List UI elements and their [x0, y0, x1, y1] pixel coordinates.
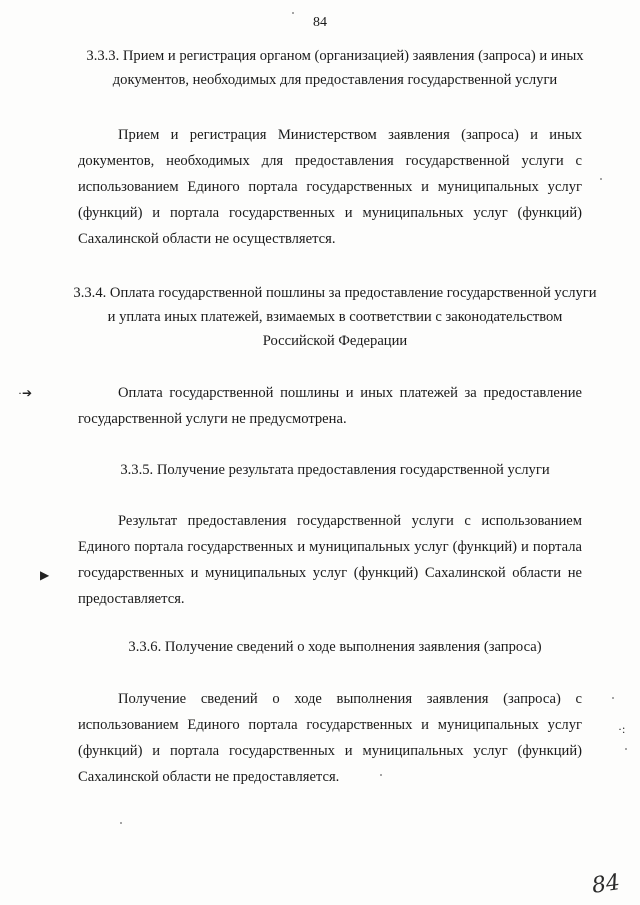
section-heading-3-3-4: 3.3.4. Оплата государственной пошлины за предоставление государственной услуги и уплата иных платежей, взимаемых в соответствии с законодательством Российской Федерации — [73, 285, 597, 349]
scan-speck — [612, 697, 614, 699]
scan-speck — [120, 822, 122, 824]
handwritten-page-number: 84 — [590, 870, 622, 899]
section-heading-3-3-3: 3.3.3. Прием и регистрация органом (организацией) заявления (запроса) и иных документов, необходимых для предоставления государственной услуги — [86, 48, 584, 88]
scan-speck — [292, 12, 294, 14]
margin-arrow-icon: ·➔ — [18, 386, 33, 400]
section-paragraph-3-3-3: Прием и регистрация Министерством заявления (запроса) и иных документов, необходимых для предоставления государственной услуги с использованием Единого портала государственных и муниципальных услуг (функций) и портала государственных и муниципальных услуг (функций) Сахалинской области не осуществляется. — [78, 127, 582, 247]
margin-triangle-icon: ▶ — [40, 568, 50, 582]
section-paragraph-3-3-4: Оплата государственной пошлины и иных платежей за предоставление государственной услуги не предусмотрена. — [78, 385, 582, 427]
page-number: 84 — [313, 15, 327, 30]
scan-speck — [380, 774, 382, 776]
section-heading-3-3-5: 3.3.5. Получение результата предоставления государственной услуги — [120, 462, 550, 478]
section-paragraph-3-3-6: Получение сведений о ходе выполнения заявления (запроса) с использованием Единого портала государственных и муниципальных услуг (функций) и портала государственных и муниципальных услуг (функций) Сахалинской области не предоставляется. — [78, 691, 582, 785]
section-paragraph-3-3-5: Результат предоставления государственной услуги с использованием Единого портала государственных и муниципальных услуг (функций) и портала государственных и муниципальных услуг (функций) Сахалинской области не предоставляется. — [78, 513, 582, 607]
scan-speck — [625, 748, 627, 750]
margin-mark-icon: ·: — [618, 722, 626, 736]
scan-speck — [600, 178, 602, 180]
section-heading-3-3-6: 3.3.6. Получение сведений о ходе выполнения заявления (запроса) — [128, 639, 542, 655]
